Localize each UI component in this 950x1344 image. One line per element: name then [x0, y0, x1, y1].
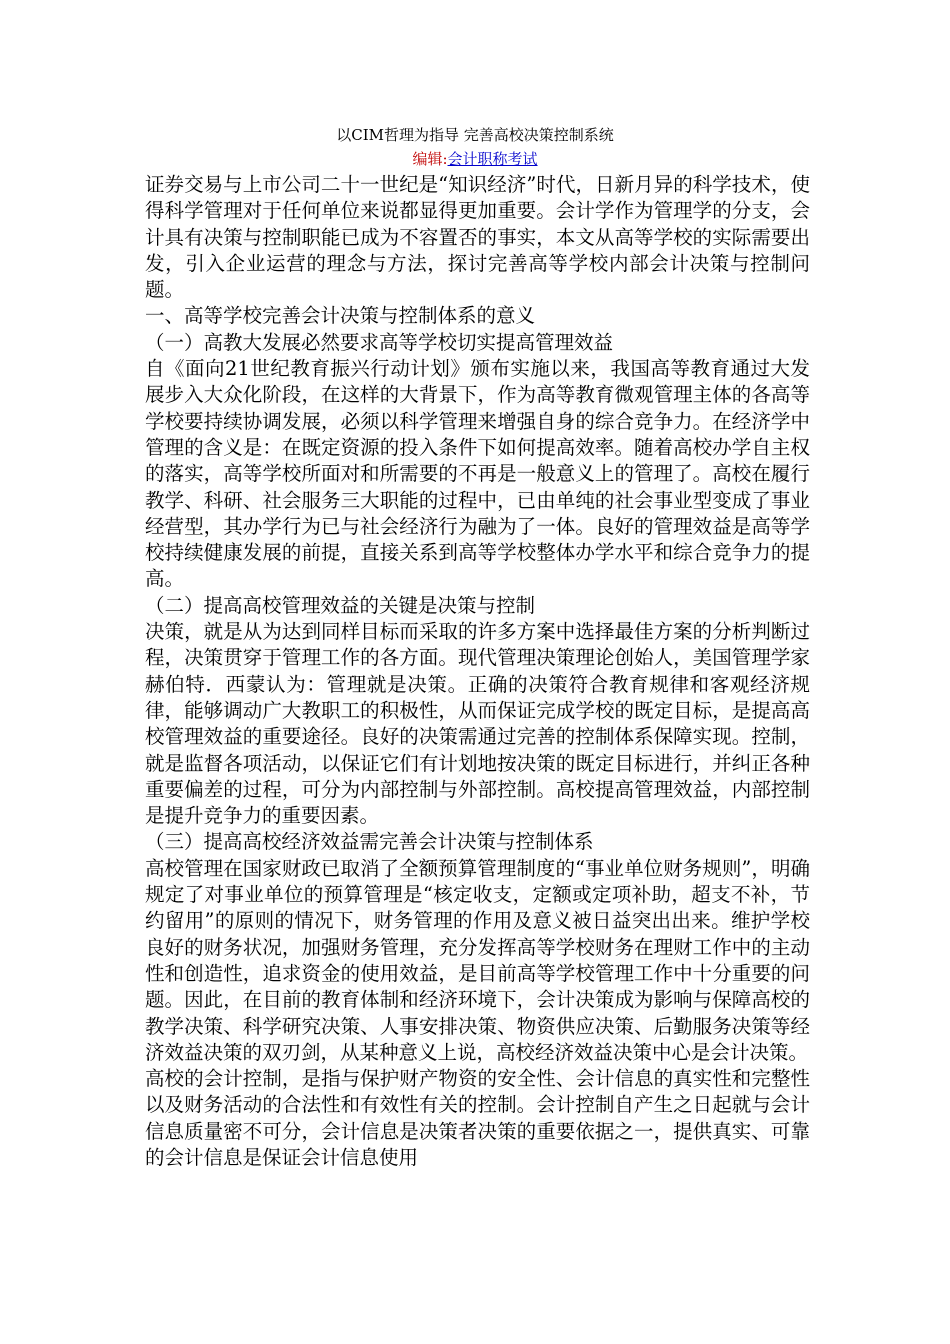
subsection-heading-2: （二）提高高校管理效益的关键是决策与控制 — [145, 593, 536, 617]
document-title: 以CIM哲理为指导 完善高校决策控制系统 — [336, 126, 614, 144]
paragraph-1: 自《面向21世纪教育振兴行动计划》颁布实施以来，我国高等教育通过大发展步入大众化阶段，在这样的大背景下，作为高等教育微观管理主体的各高等学校要持续协调发展，必须以科学管理来增强自身的综合竞争力。在经济学中管理的含义是：在既定资源的投入条件下如何提高效率。随着高校办学自主权的落实，高等学校所面对和所需要的不再是一般意义上的管理了。高校在履行教学、科研、社会服务三大职能的过程中，已由单纯的社会事业型变成了事业经营型，其办学行为已与社会经济行为融为了一体。良好的管理效益是高等学校持续健康发展的前提，直接关系到高等学校整体办学水平和综合竞争力的提高。 — [145, 357, 810, 591]
editor-label: 编辑: — [412, 150, 448, 168]
paragraph-intro: 证券交易与上市公司二十一世纪是“知识经济”时代，日新月异的科学技术，使得科学管理对于任何单位来说都显得更加重要。会计学作为管理学的分支，会计具有决策与控制职能已成为不容置否的事实，本文从高等学校的实际需要出发，引入企业运营的理念与方法，探讨完善高等学校内部会计决策与控制问题。 — [145, 173, 810, 302]
subsection-heading-1: （一）高教大发展必然要求高等学校切实提高管理效益 — [145, 330, 614, 354]
paragraph-4: 高校的会计控制，是指与保护财产物资的安全性、会计信息的真实性和完整性以及财务活动的合法性和有效性有关的控制。会计控制自产生之日起就与会计信息质量密不可分，会计信息是决策者决策的重要依据之一，提供真实、可靠的会计信息是保证会计信息使用 — [145, 1067, 810, 1169]
subsection-heading-3: （三）提高高校经济效益需完善会计决策与控制体系 — [145, 830, 594, 854]
paragraph-2: 决策，就是从为达到同样目标而采取的许多方案中选择最佳方案的分析判断过程，决策贯穿于管理工作的各方面。现代管理决策理论创始人，美国管理学家赫伯特．西蒙认为：管理就是决策。正确的决策符合教育规律和客观经济规律，能够调动广大教职工的积极性，从而保证完成学校的既定目标，是提高高校管理效益的重要途径。良好的决策需通过完善的控制体系保障实现。控制，就是监督各项活动，以保证它们有计划地按决策的既定目标进行，并纠正各种重要偏差的过程，可分为内部控制与外部控制。高校提高管理效益，内部控制是提升竞争力的重要因素。 — [145, 620, 810, 828]
paragraph-3: 高校管理在国家财政已取消了全额预算管理制度的“事业单位财务规则”，明确规定了对事业单位的预算管理是“核定收支，定额或定项补助，超支不补，节约留用”的原则的情况下，财务管理的作用及意义被日益突出出来。维护学校良好的财务状况，加强财务管理，充分发挥高等学校财务在理财工作中的主动性和创造性，追求资金的使用效益，是目前高等学校管理工作中十分重要的问题。因此，在目前的教育体制和经济环境下，会计决策成为影响与保障高校的教学决策、科学研究决策、人事安排决策、物资供应决策、后勤服务决策等经济效益决策的双刃剑，从某种意义上说，高校经济效益决策中心是会计决策。 — [145, 856, 810, 1064]
section-heading-1: 一、高等学校完善会计决策与控制体系的意义 — [145, 304, 536, 328]
document-body — [145, 172, 810, 1171]
editor-line — [0, 148, 950, 170]
editor-link[interactable]: 会计职称考试 — [447, 150, 538, 168]
